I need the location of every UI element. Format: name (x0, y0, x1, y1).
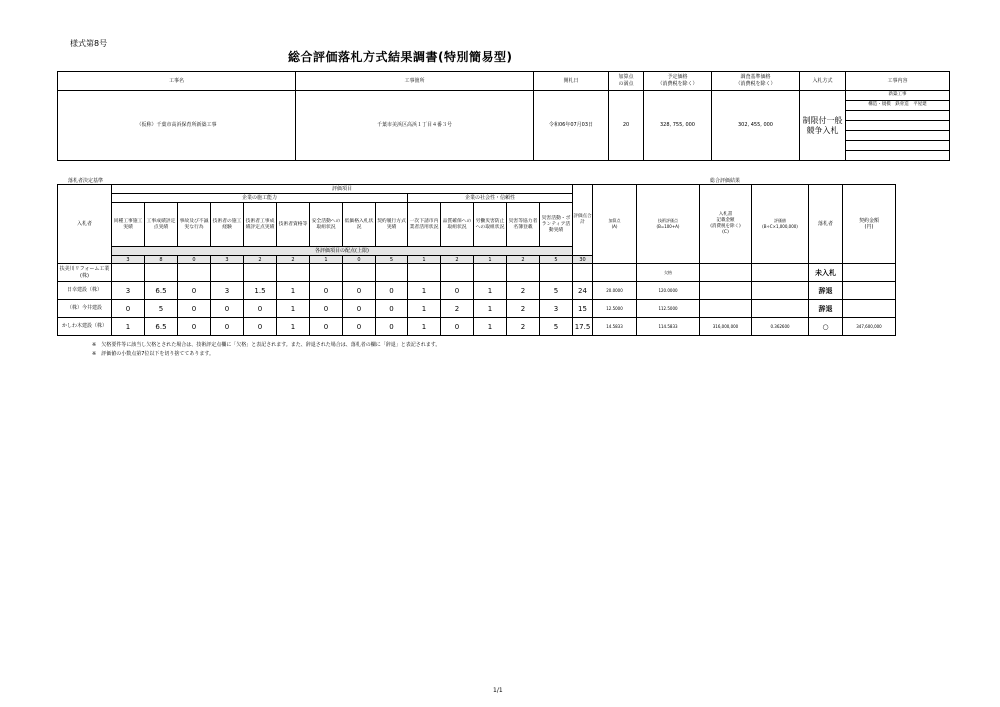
evaluation-result-label: 総合評価結果 (710, 178, 741, 184)
winner-status: 辞退 (809, 282, 843, 300)
work-content-line: 構造・規模 鉄骨造 平屋建 (846, 101, 949, 111)
bidder-header: 入札者 (58, 185, 112, 264)
contract-amount-value (843, 282, 896, 300)
score-cell: 0 (211, 300, 244, 318)
score-cell: 0 (178, 318, 211, 336)
bid-amount-value (700, 264, 752, 282)
score-cell: 5 (540, 282, 573, 300)
score-cell (277, 264, 310, 282)
bidder-name: 日幸建設（株） (58, 282, 112, 300)
bidder-row (58, 282, 700, 300)
bidder-row (58, 300, 700, 318)
allocation-value: 30 (573, 256, 593, 264)
planned-price-value: 328, 755, 000 (644, 91, 712, 161)
eval-item-header: 技術者の施工経験 (211, 203, 244, 247)
header-max-points: 加算点 の満点 (609, 72, 644, 91)
allocation-value: 2 (244, 256, 277, 264)
open-date-value: 令和06年07月03日 (534, 91, 609, 161)
contract-amount-value (843, 300, 896, 318)
allocation-value: 2 (507, 256, 540, 264)
contract-amount-value: 347,600,000 (843, 318, 896, 336)
bidder-name: （株）今井建設 (58, 300, 112, 318)
header-base-price: 調査基準価格 （消費税を除く） (712, 72, 800, 91)
score-total: 15 (573, 300, 593, 318)
score-cell: 0 (244, 318, 277, 336)
base-price-value: 302, 455, 000 (712, 91, 800, 161)
result-row (700, 282, 896, 300)
score-cell: 2 (507, 282, 540, 300)
tech-score-value: 欠格 (637, 264, 700, 282)
score-cell: 0 (376, 300, 408, 318)
work-content-line (846, 151, 949, 160)
allocation-value: 0 (343, 256, 376, 264)
score-cell (112, 264, 145, 282)
score-total: 17.5 (573, 318, 593, 336)
eval-items-header: 評価項目 (112, 185, 573, 194)
score-cell: 6.5 (145, 282, 178, 300)
score-cell: 0 (343, 282, 376, 300)
added-points-value: 14.5833 (593, 318, 637, 336)
score-cell: 2 (507, 300, 540, 318)
result-table (699, 184, 896, 336)
score-cell (540, 264, 573, 282)
page-number: 1/1 (493, 687, 503, 694)
header-open-date: 開札日 (534, 72, 609, 91)
score-cell (408, 264, 441, 282)
bid-amount-value: 316,000,000 (700, 318, 752, 336)
score-cell: 5 (540, 318, 573, 336)
eval-item-header: 安全活動への取組状況 (310, 203, 343, 247)
added-points-value: 20.0000 (593, 282, 637, 300)
score-cell: 1 (474, 318, 507, 336)
score-cell (474, 264, 507, 282)
eval-total-header: 評価点合計 (573, 185, 593, 256)
allocation-value: 5 (540, 256, 573, 264)
score-cell (211, 264, 244, 282)
score-cell: 0 (178, 300, 211, 318)
header-bid-method: 入札方式 (800, 72, 846, 91)
eval-value (752, 264, 809, 282)
score-cell: 1 (474, 300, 507, 318)
score-cell: 0 (178, 282, 211, 300)
result-row (700, 318, 896, 336)
header-project-location: 工事箇所 (296, 72, 534, 91)
eval-value (752, 282, 809, 300)
project-summary-table (57, 71, 950, 161)
score-cell: 2 (507, 318, 540, 336)
tech-score-value: 114.5833 (637, 318, 700, 336)
score-cell (376, 264, 408, 282)
score-cell: 3 (540, 300, 573, 318)
tech-score-header: 技術評価点 (B=100+A) (637, 185, 700, 264)
winner-status: 辞退 (809, 300, 843, 318)
tech-score-value: 120.0000 (637, 282, 700, 300)
group-social-reliability: 企業の社会性・信頼性 (408, 194, 573, 203)
allocation-value: 1 (310, 256, 343, 264)
work-content-line: 新築工事 (846, 91, 949, 101)
score-cell: 1 (474, 282, 507, 300)
eval-item-header: 災害等協力者名簿登載 (507, 203, 540, 247)
score-cell: 0 (376, 282, 408, 300)
winner-header: 落札者 (809, 185, 843, 264)
bid-amount-value (700, 300, 752, 318)
score-cell: 3 (211, 282, 244, 300)
score-cell: 5 (145, 300, 178, 318)
allocation-value: 1 (474, 256, 507, 264)
score-total (573, 264, 593, 282)
score-cell: 1 (277, 282, 310, 300)
score-cell: 1 (112, 318, 145, 336)
header-project-name: 工事名 (58, 72, 296, 91)
winner-status: 未入札 (809, 264, 843, 282)
score-cell: 0 (310, 300, 343, 318)
winner-status: ○ (809, 318, 843, 336)
score-cell: 0 (441, 282, 474, 300)
allocation-value: 5 (376, 256, 408, 264)
added-points-value (593, 264, 637, 282)
score-cell: 1.5 (244, 282, 277, 300)
contract-amount-header: 契約金額 (円) (843, 185, 896, 264)
group-construction-ability: 企業の施工能力 (112, 194, 408, 203)
score-cell (244, 264, 277, 282)
allocation-value: 1 (408, 256, 441, 264)
score-cell: 1 (408, 318, 441, 336)
eval-item-header: 災害活動・ボランティア活動実績 (540, 203, 573, 247)
tech-score-value: 112.5000 (637, 300, 700, 318)
score-cell: 0 (310, 282, 343, 300)
eval-value: 0.362600 (752, 318, 809, 336)
eval-item-header: 工事成績評定点実績 (145, 203, 178, 247)
note-line: ※ 欠格要件等に該当し欠格とされた場合は、技術評定点欄に「欠格」と表記されます。また、辞退された場合は、落札者の欄に「辞退」と表記されます。 (92, 342, 441, 348)
eval-value-header: 評価値 (B÷C×1,000,000) (752, 185, 809, 264)
eval-item-header: 低価格入札状況 (343, 203, 376, 247)
max-points-value: 20 (609, 91, 644, 161)
score-cell: 0 (310, 318, 343, 336)
score-cell: 1 (408, 300, 441, 318)
score-cell: 6.5 (145, 318, 178, 336)
eval-item-header: 事故及び不誠実な行為 (178, 203, 211, 247)
score-cell: 3 (112, 282, 145, 300)
project-location-value: 千葉市美浜区高浜１丁目４番３号 (296, 91, 534, 161)
score-cell: 1 (277, 318, 310, 336)
score-cell (343, 264, 376, 282)
score-cell: 0 (441, 318, 474, 336)
allocation-value: 2 (441, 256, 474, 264)
allocation-value: 2 (277, 256, 310, 264)
allocation-header: 各評価項目の配点(上限) (112, 247, 573, 256)
score-cell: 0 (112, 300, 145, 318)
bid-method-value: 制限付一般 競争入札 (800, 91, 846, 161)
work-content-line (846, 121, 949, 131)
eval-item-header: 品質確保への取組状況 (441, 203, 474, 247)
bid-amount-value (700, 282, 752, 300)
eval-item-header: 技術者資格等 (277, 203, 310, 247)
allocation-value: 0 (178, 256, 211, 264)
result-row (700, 300, 896, 318)
criteria-table (57, 184, 700, 336)
score-cell (310, 264, 343, 282)
note-line: ※ 評価値の小数点第7位以下を切り捨ててあります。 (92, 351, 214, 357)
project-name-value: （仮称）千葉市高浜保育所新築工事 (58, 91, 296, 161)
work-content-line (846, 141, 949, 151)
allocation-value: 3 (112, 256, 145, 264)
bidder-name: かしわ木建設（株） (58, 318, 112, 336)
added-points-header: 加算点 (A) (593, 185, 637, 264)
work-content-cell (846, 91, 950, 161)
eval-value (752, 300, 809, 318)
eval-item-header: 同種工事施工実績 (112, 203, 145, 247)
bidder-row (58, 318, 700, 336)
score-total: 24 (573, 282, 593, 300)
result-row (700, 264, 896, 282)
score-cell: 1 (408, 282, 441, 300)
score-cell: 0 (244, 300, 277, 318)
score-cell: 0 (376, 318, 408, 336)
work-content-line (846, 111, 949, 121)
form-number: 様式第8号 (70, 39, 108, 48)
eval-item-header: 技術者工事成績評定点実績 (244, 203, 277, 247)
score-cell (441, 264, 474, 282)
header-work-content: 工事内容 (846, 72, 950, 91)
score-cell: 1 (277, 300, 310, 318)
header-planned-price: 予定価格 （消費税を除く） (644, 72, 712, 91)
document-title: 総合評価落札方式結果調書(特別簡易型) (288, 50, 513, 64)
bidder-name: 扶美川リフォーム工業 (株) (58, 264, 112, 282)
allocation-value: 8 (145, 256, 178, 264)
allocation-value: 3 (211, 256, 244, 264)
score-cell (145, 264, 178, 282)
work-content-line (846, 131, 949, 141)
notes (92, 341, 440, 359)
eval-item-header: 契約履行方式実績 (376, 203, 408, 247)
contract-amount-value (843, 264, 896, 282)
added-points-value: 12.5000 (593, 300, 637, 318)
bid-amount-header: 入札書 記載金額 (消費税を除く) (C) (700, 185, 752, 264)
score-cell: 0 (343, 300, 376, 318)
bidder-row (58, 264, 700, 282)
eval-item-header: 一次下請市内業者活用状況 (408, 203, 441, 247)
score-cell (507, 264, 540, 282)
eval-item-header: 労働災害防止への取組状況 (474, 203, 507, 247)
score-cell (178, 264, 211, 282)
score-cell: 2 (441, 300, 474, 318)
score-cell: 0 (211, 318, 244, 336)
score-cell: 0 (343, 318, 376, 336)
selection-criteria-label: 落札者決定基準 (68, 178, 104, 184)
